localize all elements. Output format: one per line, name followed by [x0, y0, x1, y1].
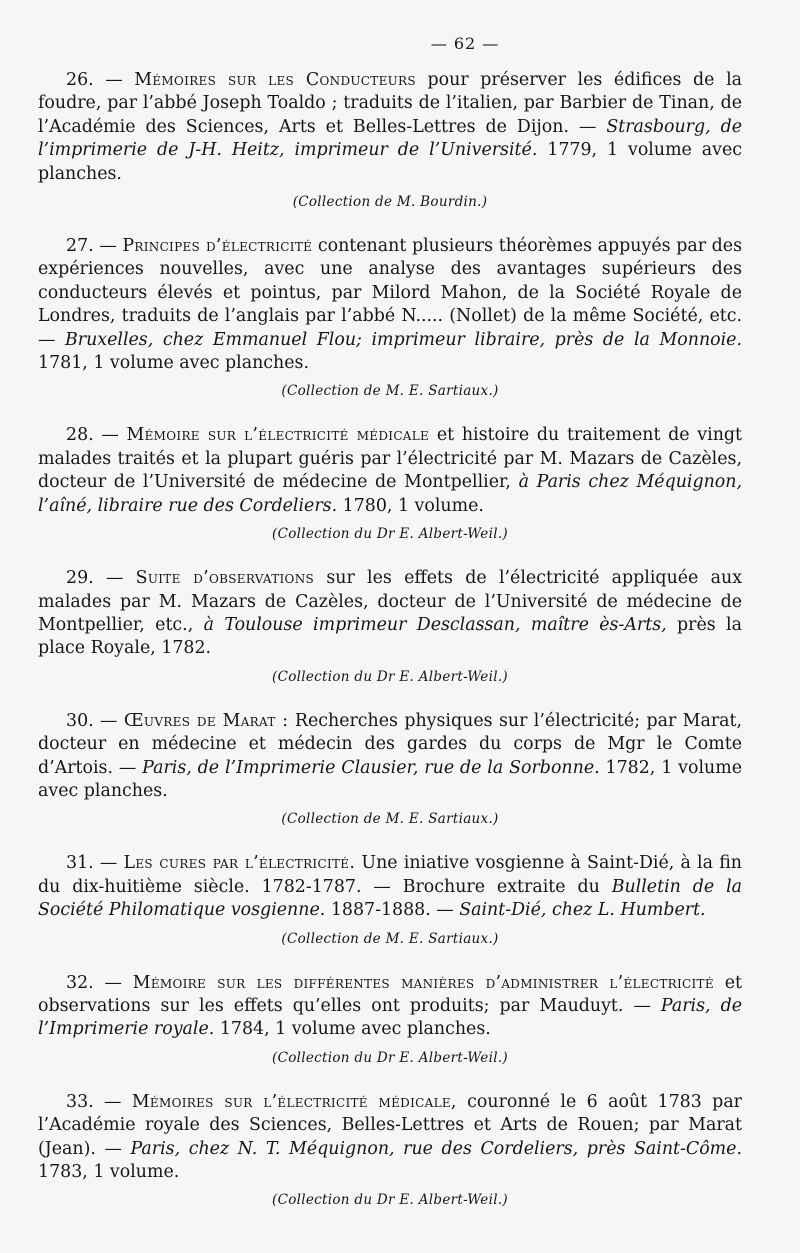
entry-body: couronné le 6 août 1783 par l’Académie royale des Sciences, Belles-Lettres et Arts de Rouen; par Marat (Jean). —	[38, 1091, 742, 1159]
entry-title: Mémoire sur l’électricité médicale	[126, 425, 430, 446]
entry-number: 27. —	[66, 236, 117, 257]
entry-tail: 1779, 1 volume avec planches.	[38, 140, 742, 184]
entry-imprint: à Paris chez Méquignon, l’aîné, libraire rue des Cordeliers.	[38, 472, 742, 516]
bibliography-entry-30	[38, 710, 742, 829]
collection-note: (Collection du Dr E. Albert-Weil.)	[272, 1192, 508, 1209]
entry-number: 33. —	[66, 1091, 122, 1112]
entry-number: 28. —	[66, 425, 119, 446]
entry-title: Suite d’observations	[135, 568, 315, 589]
entry-body: contenant plusieurs théorèmes appuyés par des expériences nouvelles, avec une analyse des avantages supérieurs des conducteurs élevés et pointus, par Milord Mahon, de la Société Royale de Londres, traduits de l’anglais par l’abbé N..... (Nollet) de la même Société, etc. —	[38, 236, 743, 350]
entry-number: 26. —	[66, 70, 123, 90]
entry-title: Mémoires sur l’électricité médicale,	[131, 1091, 457, 1112]
entry-imprint: Bruxelles, chez Emmanuel Flou; imprimeur libraire, près de la Monnoie.	[65, 329, 743, 350]
entry-tail: près la place Royale, 1782.	[38, 614, 742, 659]
entry-body: et observations sur les effets qu’elles ont produits; par Mauduyt. —	[38, 972, 743, 1016]
bibliography-entry-32	[38, 972, 742, 1067]
entry-imprint: Paris, chez N. T. Méquignon, rue des Cordeliers, près Saint-Côme.	[130, 1138, 742, 1159]
entry-body: Recherches physiques sur l’électricité; par Marat, docteur en médecine et médecin des gardes du corps de Mgr le Comte d’Artois. —	[38, 710, 743, 778]
entry-number: 30. —	[66, 710, 118, 731]
entry-text	[38, 710, 742, 804]
collection-note: (Collection du Dr E. Albert-Weil.)	[272, 1049, 508, 1066]
entry-imprint: Paris, de l’Imprimerie Clausier, rue de la Sorbonne.	[142, 757, 600, 778]
bibliography-entry-29	[38, 567, 742, 686]
bibliography-entry-31	[38, 852, 742, 947]
entry-title: Mémoires sur les Conducteurs	[134, 70, 416, 90]
bibliography-entry-33	[38, 1091, 742, 1210]
entry-number: 31. —	[66, 853, 118, 874]
entry-text	[38, 567, 742, 661]
entry-text	[38, 1091, 742, 1185]
entry-imprint-publisher: Saint-Dié, chez L. Humbert.	[459, 900, 706, 921]
collection-note: (Collection de M. E. Sartiaux.)	[281, 383, 499, 400]
page-number: — 62 —	[430, 34, 500, 53]
entry-text	[38, 235, 742, 375]
entry-imprint: à Toulouse imprimeur Desclassan, maître ès-Arts,	[203, 614, 667, 635]
entry-title: Les cures par l’électricité.	[123, 853, 356, 874]
entry-tail: 1781, 1 volume avec planches.	[38, 353, 309, 374]
entry-body: Une iniative vosgienne à Saint-Dié, à la fin du dix-huitième siècle. 1782-1787. — Brochure extraite du	[38, 853, 743, 897]
bibliography-entry-27	[38, 235, 742, 400]
bibliography-entry-28	[38, 424, 742, 543]
entry-tail: 1782, 1 volume avec planches.	[38, 757, 742, 801]
entry-title: Principes d’électricité	[122, 236, 313, 257]
entry-title: Œuvres de Marat :	[123, 710, 289, 731]
collection-note: (Collection de M. E. Sartiaux.)	[281, 811, 499, 828]
entry-tail: 1783, 1 volume.	[38, 1162, 180, 1182]
bibliography-entry-26	[38, 69, 742, 211]
entry-text	[38, 424, 742, 518]
entry-imprint: Bulletin de la Société Philomatique vosgienne.	[38, 876, 742, 921]
entry-text	[38, 69, 742, 186]
collection-note: (Collection de M. E. Sartiaux.)	[281, 930, 499, 947]
entry-tail: 1780, 1 volume.	[342, 495, 484, 516]
entry-imprint: Strasbourg, de l’imprimerie de J-H. Heitz, imprimeur de l’Université.	[38, 116, 742, 161]
collection-note: (Collection du Dr E. Albert-Weil.)	[272, 526, 508, 543]
entry-tail: 1887-1888. —	[330, 900, 454, 921]
entry-imprint: Paris, de l’Imprimerie royale.	[38, 995, 742, 1040]
entry-body: et histoire du traitement de vingt malades traités et la plupart guéris par l’électricité par M. Mazars de Cazèles, docteur de l’Université de médecine de Montpellier,	[38, 425, 743, 493]
entry-tail: 1784, 1 volume avec planches.	[219, 1019, 491, 1040]
entry-text	[38, 852, 742, 922]
collection-note: (Collection du Dr E. Albert-Weil.)	[272, 668, 508, 685]
entry-body: pour préserver les édifices de la foudre, par l’abbé Joseph Toaldo ; traduits de l’italien, par Barbier de Tinan, de l’Académie des Sciences, Arts et Belles-Lettres de Dijon. —	[38, 70, 743, 137]
entry-body: sur les effets de l’électricité appliquée aux malades par M. Mazars de Cazèles, docteur de l’Université de médecine de Montpellier, etc.,	[38, 568, 743, 635]
entry-number: 32. —	[66, 972, 122, 993]
collection-note: (Collection de M. Bourdin.)	[292, 194, 488, 211]
entry-number: 29. —	[66, 568, 124, 589]
entry-title: Mémoire sur les différentes manières d’administrer l’électricité	[132, 972, 714, 993]
entry-text	[38, 972, 742, 1042]
